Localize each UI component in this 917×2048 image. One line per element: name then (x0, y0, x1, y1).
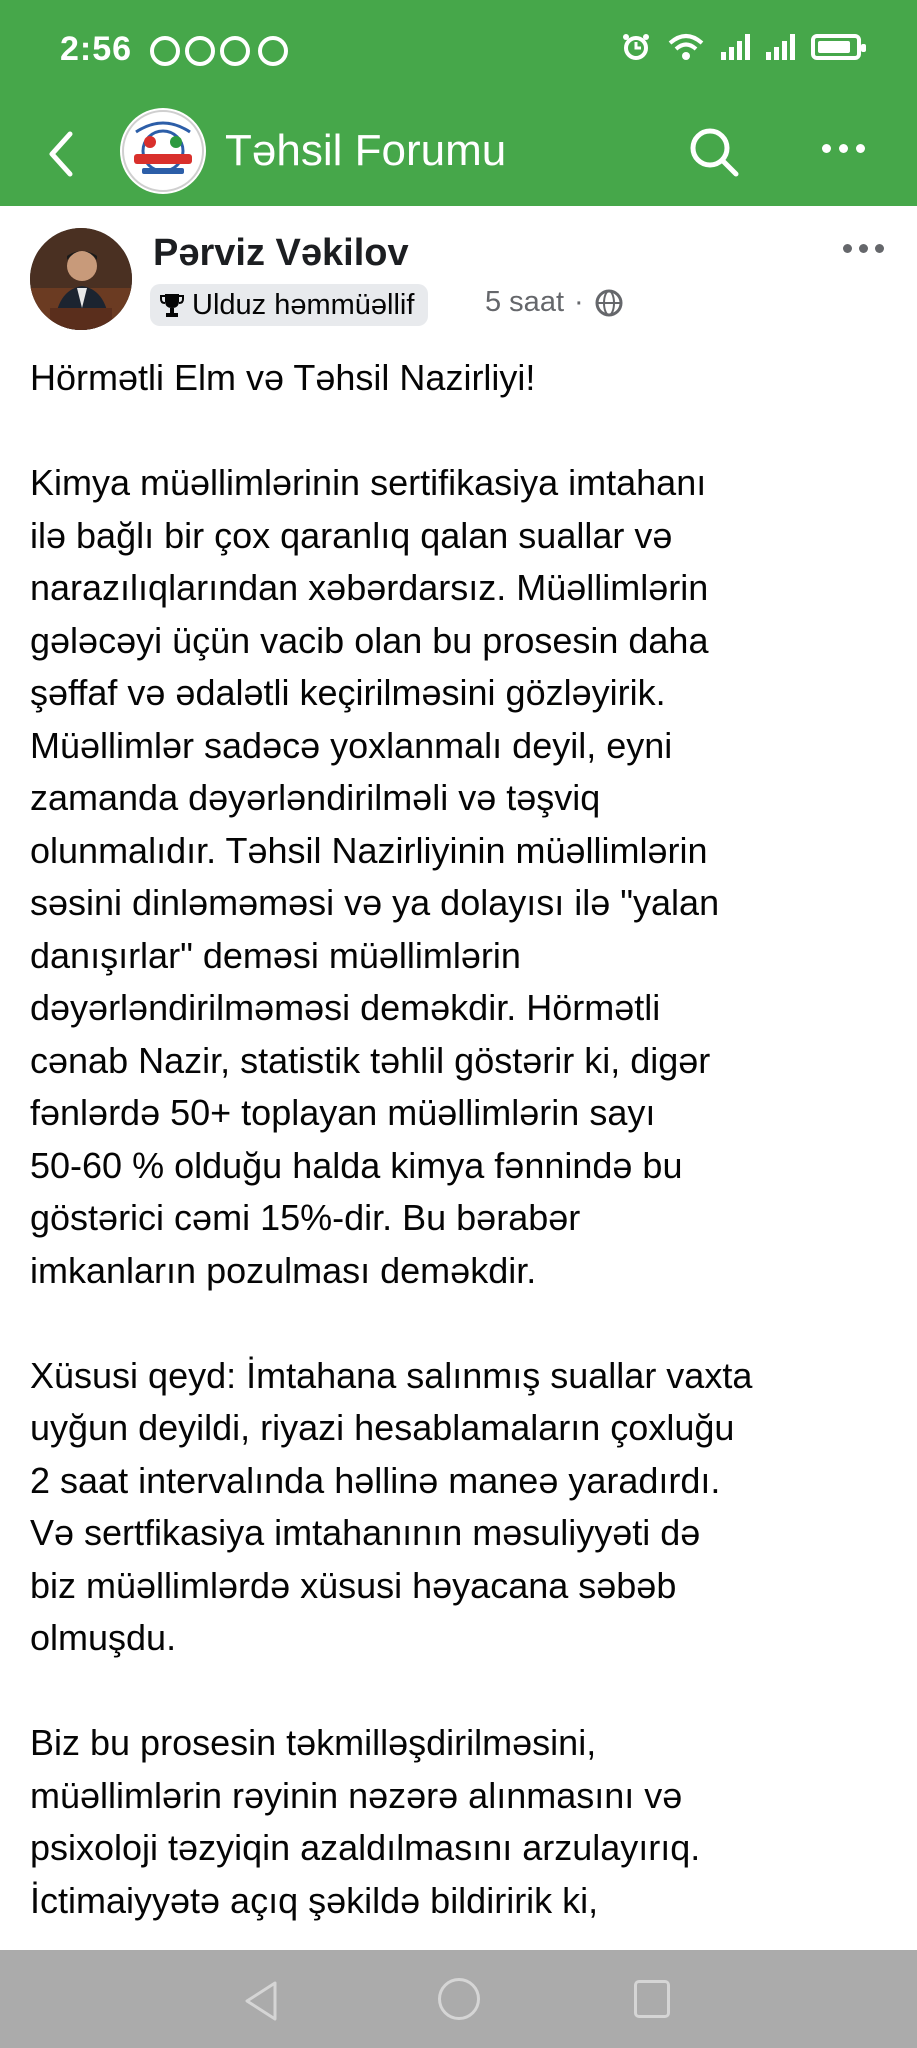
post-time[interactable]: 5 saat (485, 286, 564, 318)
paragraph-gap (30, 1297, 900, 1350)
post-line: danışırlar" deməsi müəllimlərin (30, 934, 521, 976)
post-line: Xüsusi qeyd: İmtahana salınmış suallar vaxta (30, 1354, 753, 1396)
back-arrow-icon[interactable] (42, 126, 82, 182)
status-time: 2:56 (60, 30, 133, 68)
post-line: Hörmətli Elm və Təhsil Nazirliyi! (30, 357, 536, 398)
nav-recents-icon[interactable] (634, 1980, 670, 2018)
post-line: İctimaiyyətə açıq şəkildə bildiririk ki, (30, 1879, 599, 1921)
paragraph-gap (30, 405, 900, 458)
app-bar (0, 100, 917, 206)
post-line: biz müəllimlərdə xüsusi həyacana səbəb (30, 1564, 677, 1606)
post-line: dəyərləndirilməməsi deməkdir. Hörmətli (30, 987, 661, 1028)
post-line: 50-60 % olduğu halda kimya fənnində bu (30, 1144, 683, 1186)
nav-home-icon[interactable] (438, 1978, 480, 2020)
messenger-icon (220, 36, 250, 66)
search-icon[interactable] (686, 124, 742, 180)
top-bar (0, 0, 917, 206)
author-avatar[interactable] (30, 228, 132, 330)
group-title[interactable]: Təhsil Forumu (225, 126, 507, 175)
signal-icon (721, 34, 750, 60)
post-line: imkanların pozulması deməkdir. (30, 1249, 537, 1291)
post-line: gələcəyi üçün vacib olan bu prosesin daha (30, 619, 709, 661)
post-line: ilə bağlı bir çox qaranlıq qalan suallar və (30, 514, 673, 556)
wifi-icon (667, 32, 705, 62)
contributor-badge[interactable] (150, 284, 428, 326)
globe-icon (594, 288, 624, 318)
post-text (30, 352, 900, 1927)
post-line: olunmalıdır. Təhsil Nazirliyinin müəllimlərin (30, 829, 708, 871)
post-line: səsini dinləməməsi və ya dolayısı ilə "yalan (30, 882, 720, 923)
author-name[interactable]: Pərviz Vəkilov (153, 232, 409, 274)
nav-back-icon[interactable] (243, 1980, 279, 2022)
post-line: Müəllimlər sadəcə yoxlanmalı deyil, eyni (30, 724, 673, 766)
post-options-icon[interactable] (843, 244, 884, 253)
post-line: zamanda dəyərləndirilməli və təşviq (30, 777, 601, 818)
badge-label: Ulduz həmmüəllif (192, 288, 415, 321)
post-line: 2 saat intervalında həllinə maneə yaradırdı. (30, 1459, 721, 1501)
post-line: Kimya müəllimlərinin sertifikasiya imtahanı (30, 462, 707, 503)
status-bar (0, 0, 917, 100)
more-icon[interactable] (822, 144, 865, 153)
post-line: fənlərdə 50+ toplayan müəllimlərin sayı (30, 1092, 656, 1133)
battery-icon (811, 34, 861, 60)
trophy-icon (160, 292, 184, 318)
whatsapp-icon (258, 36, 288, 66)
post-line: olmuşdu. (30, 1617, 177, 1658)
signal-icon (766, 34, 795, 60)
paragraph-gap (30, 1665, 900, 1718)
post-line: cənab Nazir, statistik təhlil göstərir ki, digər (30, 1039, 711, 1081)
post-line: şəffaf və ədalətli keçirilməsini gözləyirik. (30, 672, 666, 713)
group-logo[interactable] (120, 108, 206, 194)
post-line: psixoloji təzyiqin azaldılmasını arzulayırıq. (30, 1827, 701, 1868)
status-icons (621, 32, 861, 62)
post-line: narazılıqlarından xəbərdarsız. Müəllimlərin (30, 567, 709, 608)
alarm-icon (621, 32, 651, 62)
post-line: müəllimlərin rəyinin nəzərə alınmasını və (30, 1774, 683, 1816)
post-line: uyğun deyildi, riyazi hesablamaların çoxluğu (30, 1407, 735, 1448)
post-line: göstərici cəmi 15%-dir. Bu bərabər (30, 1197, 581, 1238)
messenger-icon (150, 36, 180, 66)
messenger-icon (185, 36, 215, 66)
meta-separator: · (574, 286, 584, 318)
post-meta (485, 286, 624, 319)
post-line: Və sertfikasiya imtahanının məsuliyyəti də (30, 1512, 701, 1553)
system-nav-bar (0, 1950, 917, 2048)
post-line: Biz bu prosesin təkmilləşdirilməsini, (30, 1722, 597, 1763)
